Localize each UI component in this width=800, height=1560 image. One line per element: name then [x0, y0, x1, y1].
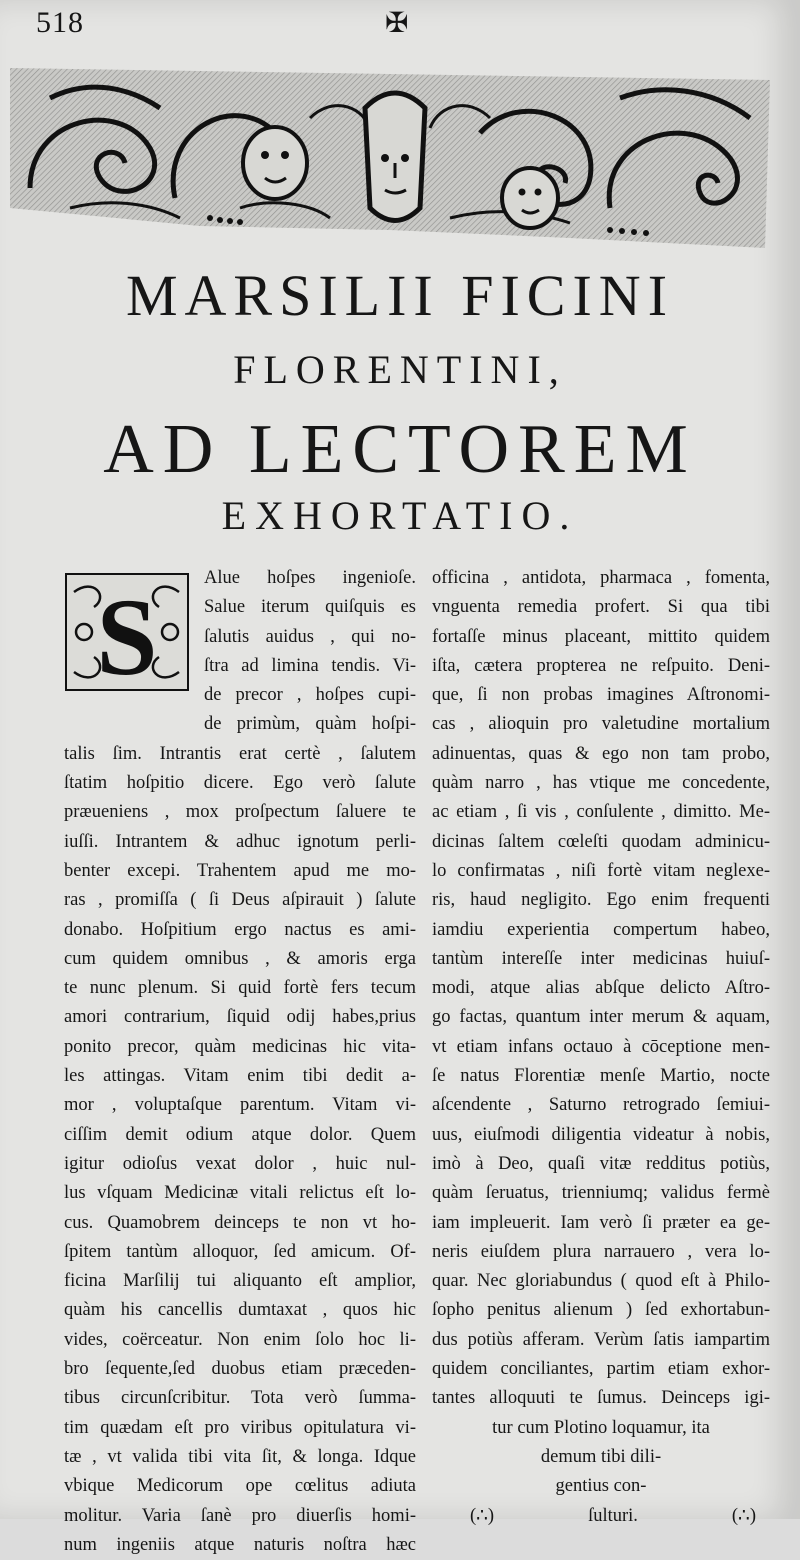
mask-face-center [365, 93, 425, 221]
closing-text-line: gentius con- [555, 1476, 647, 1497]
text-line: lus vſquam Medicinæ vitali relictus eſt lo- [64, 1183, 416, 1204]
text-line: tim quædam eſt pro viribus opitulatura vi- [64, 1417, 416, 1438]
text-line: lo confirmatas , niſi fortè vitam neglexe- [432, 860, 770, 881]
text-line: cas , alioquin pro valetudine mortalium [432, 714, 770, 735]
text-line: adinuentas, quas & ego non tam probo, [432, 743, 770, 764]
text-line: de precor , hoſpes cupi- [204, 685, 416, 706]
text-line: igitur odioſus vexat dolor , huic nul- [64, 1153, 416, 1174]
text-line: ſpitem tantùm alloquor, ſed amicum. Of- [64, 1241, 416, 1262]
text-line: molitur. Varia ſanè pro diuerſis homi- [64, 1505, 416, 1526]
text-line: quàm his cancellis dumtaxat , quos hic [64, 1300, 416, 1321]
text-line: iſta, cætera propterea ne reſpuito. Deni- [432, 655, 770, 676]
text-line: num ingeniis atque naturis noſtra hæc [64, 1534, 416, 1555]
closing-text-line: tur cum Plotino loquamur, ita [492, 1417, 710, 1438]
text-line: quar. Nec gloriabundus ( quod eſt à Philo- [432, 1271, 770, 1292]
text-line: cum quidem omnibus , & amoris erga [64, 948, 416, 969]
closing-mark-left: (∴) [470, 1505, 495, 1526]
text-line: iamdiu experientia compertum habeo, [432, 919, 770, 940]
text-line: vides, coërceatur. Non enim ſolo hoc li- [64, 1329, 416, 1350]
text-line: vnguenta remedia profert. Si qua tibi [432, 597, 770, 618]
text-line: quàm ſeruatus, trienniumq; validus fermè [432, 1183, 770, 1204]
text-line: uus, eiuſmodi diligentia videatur à nobis, [432, 1124, 770, 1145]
text-line: ſalutis auidus , qui no- [204, 626, 416, 647]
text-line: cus. Quamobrem deinceps te non vt ho- [64, 1212, 416, 1233]
text-line: tæ , vt valida tibi vita ſit, & longa. Idque [64, 1446, 416, 1467]
decorative-headpiece [10, 58, 770, 258]
text-line: tantùm intereſſe inter medicinas huiuſ- [432, 948, 770, 969]
dropcap-letter: S [96, 576, 158, 692]
text-line: mor , voluptaſque parentum. Vitam vi- [64, 1095, 416, 1116]
text-line: ficina Marſilij tui aliquanto eſt amplior, [64, 1271, 416, 1292]
closing-text-line: demum tibi dili- [540, 1446, 662, 1467]
text-line: vt etiam infans octauo à cōceptione men- [432, 1036, 770, 1057]
text-line: ponito precor, quàm medicinas hic vita- [64, 1036, 416, 1057]
text-line: bro ſequente,ſed duobus etiam præceden- [64, 1359, 416, 1380]
text-line: de primùm, quàm hoſpi- [204, 714, 416, 735]
page-number: 518 [36, 6, 84, 39]
text-line: ſtatim hoſpitio dicere. Ego verò ſalute [64, 773, 416, 794]
text-line: Alue hoſpes ingenioſe. [204, 568, 416, 588]
text-line: officina , antidota, pharmaca , fomenta, [432, 568, 770, 588]
closing-line [432, 1502, 770, 1531]
text-line: vbique Medicorum ope cœlitus adiuta [64, 1476, 416, 1497]
text-line: talis ſim. Intrantis erat certè , ſalutem [64, 743, 416, 764]
closing-mark-right: (∴) [731, 1505, 756, 1526]
text-line: dus potiùs afferam. Verùm ſatis iampartim [432, 1329, 770, 1350]
cross-ornament: ✠ [385, 8, 409, 39]
text-line: aſcendente , Saturno retrogrado ſemiui- [432, 1095, 770, 1116]
text-line: te nunc plenum. Si quid fortè fers tecum [64, 978, 416, 999]
text-line: neris eiuſdem plura narrauero , vera lo- [432, 1241, 770, 1262]
text-line: go factas, quantum inter merum & aquam, [432, 1007, 770, 1028]
text-line: quidem conciliantes, partim etiam exhor- [432, 1359, 770, 1380]
text-line: donabo. Hoſpitium ergo nactus es ami- [64, 919, 416, 940]
text-line: iuſſi. Intrantem & adhuc ignotum perli- [64, 831, 416, 852]
title-subheading: EXHORTATIO. [221, 493, 579, 538]
text-line: ciſſim demit odium atque dolor. Quem [64, 1124, 416, 1145]
mask-face-right [502, 168, 558, 228]
text-line: ſe natus Florentiæ menſe Martio, nocte [432, 1066, 770, 1087]
text-line: les attingas. Vitam enim tibi dedit a- [64, 1066, 416, 1087]
text-line: tibus circunſcribitur. Tota verò ſumma- [64, 1388, 416, 1409]
text-line: præueniens , mox proſpectum ſaluere te [64, 802, 416, 823]
text-line: benter excepi. Trahentem apud me mo- [64, 860, 416, 881]
closing-final-word: ſulturi. [588, 1505, 638, 1526]
text-line: ac etiam , ſi vis , conſulente , dimitto. Me- [432, 802, 770, 823]
title-heading: AD LECTOREM [103, 411, 697, 488]
text-line: quàm narro , has vtique me concedente, [432, 773, 770, 794]
text-line: fortaſſe minus placeant, mittito quidem [432, 626, 770, 647]
text-line: ſopho penitus alienum ) ſed exhortabun- [432, 1300, 770, 1321]
text-line: iam impleuerit. Iam verò ſi præter ea ge- [432, 1212, 770, 1233]
text-line: ras , promiſſa ( ſi Deus aſpirauit ) ſalute [64, 890, 416, 911]
text-line: modi, atque alias abſque delicto Aſtro- [432, 978, 770, 999]
left-text-column [64, 564, 416, 1560]
text-line: que, ſi non probas imagines Aſtronomi- [432, 685, 770, 706]
text-line: tantes alloquuti te ſumus. Deinceps igi- [432, 1388, 770, 1409]
text-line: amori contrarium, ſiquid odij habes,prius [64, 1007, 416, 1028]
text-line: Salue iterum quiſquis es [204, 597, 416, 618]
mask-face-left [243, 127, 307, 199]
text-line: ris, haud negligito. Ego enim frequenti [432, 890, 770, 911]
right-text-column [432, 564, 770, 1531]
text-line: dicinas ſaltem cœleſti quodam adminicu- [432, 831, 770, 852]
text-line: imò à Deo, quaſi vitæ redditus potiùs, [432, 1153, 770, 1174]
title-author: MARSILII FICINI [125, 263, 675, 328]
text-line: ſtra ad limina tendis. Vi- [204, 655, 416, 676]
title-city: FLORENTINI, [233, 347, 567, 392]
